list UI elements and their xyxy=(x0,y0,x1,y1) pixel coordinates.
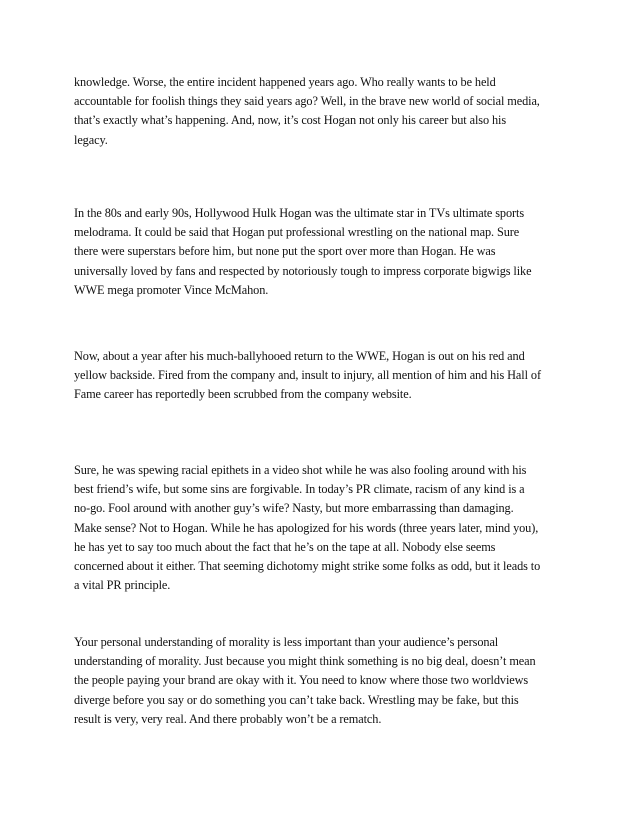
paragraph-5-line: result is very, very real. And there probably won’t be a rematch. xyxy=(74,711,382,726)
paragraph-5-line: Your personal understanding of morality is less important than your audience’s personal xyxy=(74,635,499,649)
paragraph-3-line: Fame career has reportedly been scrubbed from the company website. xyxy=(74,387,412,402)
paragraph-2-line: melodrama. It could be said that Hogan put professional wrestling on the national map. Sure xyxy=(74,225,520,240)
paragraph-2-line: WWE mega promoter Vince McMahon. xyxy=(74,282,269,297)
paragraph-2-line: In the 80s and early 90s, Hollywood Hulk Hogan was the ultimate star in TVs ultimate sports xyxy=(74,206,525,220)
paragraph-4-line: a vital PR principle. xyxy=(74,578,171,593)
paragraph-5 xyxy=(74,633,574,729)
paragraph-3-line: Now, about a year after his much-ballyhooed return to the WWE, Hogan is out on his red and xyxy=(74,349,525,363)
paragraph-2-line: universally loved by fans and respected by notoriously tough to impress corporate bigwigs like xyxy=(74,263,532,278)
paragraph-3-line: yellow backside. Fired from the company and, insult to injury, all mention of him and his Hall of xyxy=(74,368,541,383)
paragraph-3 xyxy=(74,347,574,405)
paragraph-4-line: Make sense? Not to Hogan. While he has apologized for his words (three years later, mind you), xyxy=(74,520,539,535)
paragraph-5-line: diverge before you say or do something you can’t take back. Wrestling may be fake, but this xyxy=(74,692,519,707)
paragraph-2-line: there were superstars before him, but none put the sport over more than Hogan. He was xyxy=(74,244,496,259)
paragraph-4-line: best friend’s wife, but some sins are forgivable. In today’s PR climate, racism of any kind is a xyxy=(74,482,525,497)
paragraph-4-line: no-go. Fool around with another guy’s wife? Nasty, but more embarrassing than damaging. xyxy=(74,501,514,516)
paragraph-4-line: concerned about it either. That seeming dichotomy might strike some folks as odd, but it leads to xyxy=(74,559,541,574)
paragraph-5-line: the people paying your brand are okay with it. You need to know where those two worldviews xyxy=(74,673,529,688)
paragraph-1-line: accountable for foolish things they said years ago? Well, in the brave new world of social media, xyxy=(74,94,540,109)
paragraph-1-line: knowledge. Worse, the entire incident happened years ago. Who really wants to be held xyxy=(74,75,496,89)
paragraph-5-line: understanding of morality. Just because you might think something is no big deal, doesn’t mean xyxy=(74,654,536,669)
paragraph-1-line: that’s exactly what’s happening. And, now, it’s cost Hogan not only his career but also his xyxy=(74,113,507,128)
paragraph-1-line: legacy. xyxy=(74,132,108,147)
paragraph-4 xyxy=(74,461,574,595)
paragraph-2 xyxy=(74,204,574,300)
paragraph-4-line: Sure, he was spewing racial epithets in a video shot while he was also fooling around with his xyxy=(74,463,527,477)
paragraph-4-line: he has yet to say too much about the fact that he’s on the tape at all. Nobody else seems xyxy=(74,539,496,554)
paragraph-1 xyxy=(74,73,574,150)
